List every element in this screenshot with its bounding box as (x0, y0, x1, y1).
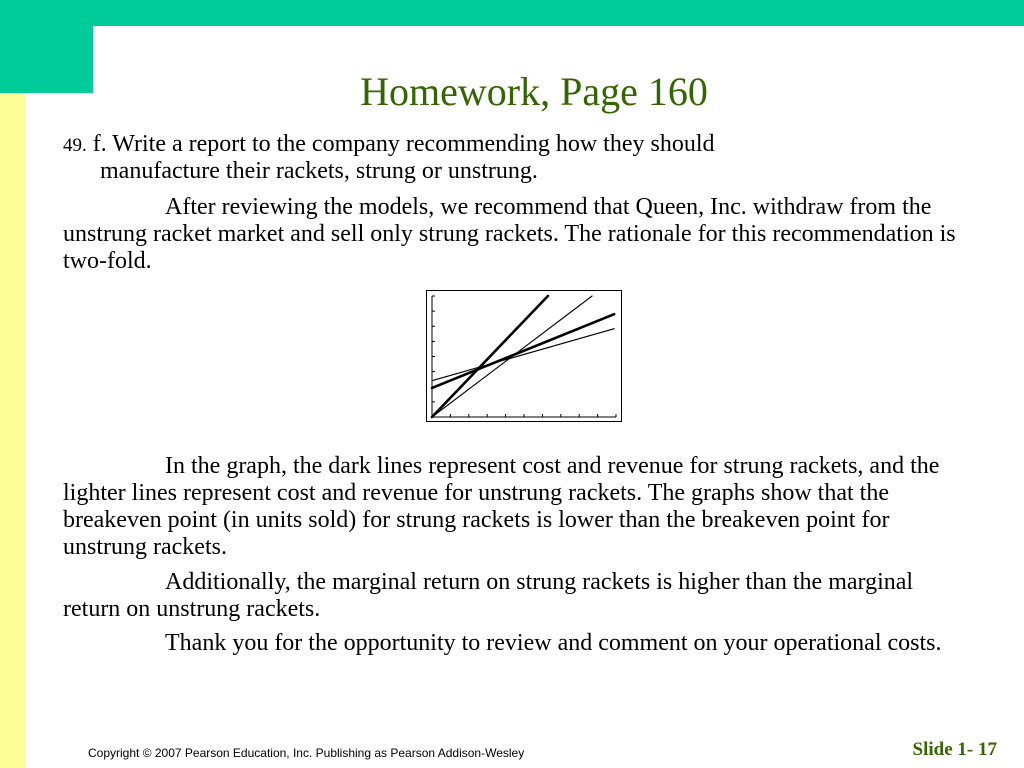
paragraph-thank-you (63, 630, 973, 657)
paragraph-rest: rackets, and the lighter lines represent cost and revenue for unstrung rackets. The graphs show that the breakeven point (in units sold) for strung rackets is lower than the breakeven point for unstrung rackets. (63, 453, 940, 560)
series-line-strung-cost (432, 314, 614, 388)
series-line-unstrung-revenue (432, 296, 592, 417)
paragraph-first-line: In the graph, the dark lines represent cost and revenue for strung (165, 453, 784, 479)
series-line-unstrung-cost (432, 329, 614, 381)
left-accent-stripe (0, 93, 25, 768)
question-text: f. Write a report to the company recommending how they should (92, 131, 715, 157)
paragraph-first-line: After reviewing the models, we recommend that Queen, Inc. withdraw (165, 194, 844, 220)
question-number: 49. (63, 135, 87, 156)
paragraph-rest: marginal return on unstrung rackets. (63, 569, 914, 622)
series-line-strung-revenue (432, 296, 548, 417)
question-line (63, 131, 963, 159)
paragraph-first-line: Thank you for the opportunity to review and comment on your (165, 630, 768, 656)
paragraph-recommendation (63, 194, 973, 275)
top-accent-bar (0, 0, 1024, 26)
paragraph-rest: from the unstrung racket market and sell only strung rackets. The rationale for this recommendation is two-fold. (63, 194, 956, 274)
paragraph-graph-explanation (63, 453, 973, 561)
breakeven-chart-svg (427, 291, 621, 421)
breakeven-graph (426, 290, 622, 422)
slide-title: Homework, Page 160 (360, 69, 708, 114)
slide-number: Slide 1- 17 (912, 739, 997, 760)
paragraph-marginal-return (63, 569, 973, 623)
paragraph-first-line: Additionally, the marginal return on strung rackets is higher than the (165, 569, 823, 595)
question-continuation: manufacture their rackets, strung or unstrung. (100, 158, 538, 184)
copyright-notice: Copyright © 2007 Pearson Education, Inc. Publishing as Pearson Addison-Wesley (88, 746, 525, 760)
paragraph-rest: operational costs. (773, 630, 942, 656)
